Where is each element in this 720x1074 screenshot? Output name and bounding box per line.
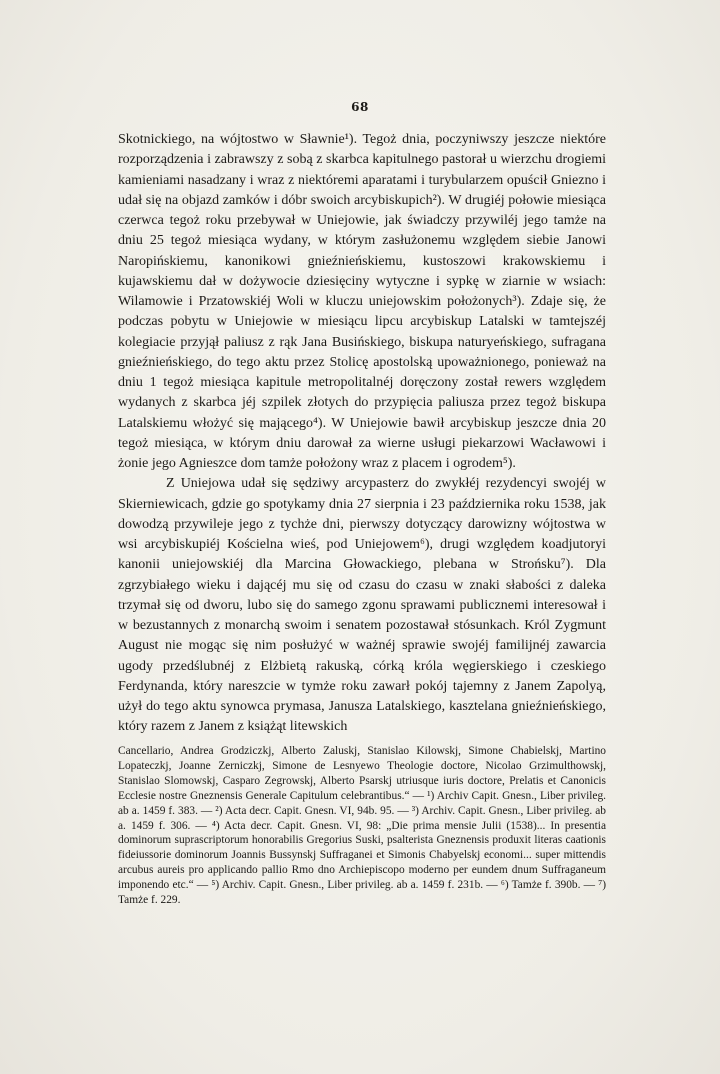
paragraph-2: Z Uniejowa udał się sędziwy arcypasterz do zwykłéj rezydencyi swojéj w Skierniewicach, gdzie go spotykamy dnia 27 sierpnia i 23 października roku 1538, jak dowodzą przywileje jego z tychże dni, pierwszy dotyczący darowizny wójtostwa w wsi arcybiskupiéj Kościelna wieś, pod Uniejowem⁶), drugi względem koadjutoryi kanonii uniejowskiéj dla Marcina Głowackiego, plebana w Strońsku⁷). Dla zgrzybiałego wieku i dającéj mu się od czasu do czasu w znaki słabości z daleka trzymał się od dworu, lubo się do samego zgonu sprawami publicznemi interesował i w bezustannych z monarchą swoim i senatem pozostawał stósunkach. Król Zygmunt August nie mogąc się nim posłużyć w ważnéj sprawie swojéj familijnéj zawarcia ugody przedślubnéj z Elżbietą rakuską, córką króla węgierskiego i czeskiego Ferdynanda, który nareszcie w tymże roku zawarł pokój tajemny z Janem Zapolyą, użył do tego aktu synowca prymasa, Janusza Latalskiego, kasztelana gnieźnieńskiego, który razem z Janem z książąt litewskich	[118, 476, 606, 735]
page-number: 68	[351, 100, 369, 114]
footnotes	[118, 744, 606, 908]
footnote-text: Cancellario, Andrea Grodziczkj, Alberto Zaluskj, Stanislao Kilowskj, Simone Chabielskj, Martino Lopateczkj, Joanne Zerniczkj, Simone de Lesnyewo Theologie doctore, Nicolao Grzimulthowskj, Stanislao Slomowskj, Casparo Zegrowskj, Alberto Psarskj utriusque iuris doctore, Prelatis et Canonicis Ecclesie nostre Gneznensis Generale Capitulum celebrantibus.“ — ¹) Archiv Capit. Gnesn., Liber privileg. ab a. 1459 f. 383. — ²) Acta decr. Capit. Gnesn. VI, 94b. 95. — ³) Archiv. Capit. Gnesn., Liber privileg. ab a. 1459 f. 306. — ⁴) Acta decr. Capit. Gnesn. VI, 98: „Die prima mensie Julii (1538)... In presentia dominorum suprascriptorum honorabilis Gregorius Suski, psalterista Gneznensis produxit literas caationis fideiussorie dominorum Joannis Bussynskj Suffraganei et Simonis Chabyelskj economi... super mittendis arcubus aureis pro applicando pallio Rmo dno Archiepiscopo moderno per eundem dnum Suffraganeum imponendo etc.“ — ⁵) Archiv. Capit. Gnesn., Liber privileg. ab a. 1459 f. 231b. — ⁶) Tamże f. 390b. — ⁷) Tamże f. 229.	[118, 745, 606, 907]
paragraph-1: Skotnickiego, na wójtostwo w Sławnie¹). Tegoż dnia, poczyniwszy jeszcze niektóre rozporządzenia i zabrawszy z sobą z skarbca kapitulnego pastorał u wierzchu drogiemi kamieniami nasadzany i wraz z niektóremi aparatami i turybularzem opuścił Gniezno i udał się na objazd zamków i dóbr swoich arcybiskupich²). W drugiéj połowie miesiąca czerwca tegoż roku przebywał w Uniejowie, jak świadczy przywiléj jego tamże na dniu 25 tegoż miesiąca wydany, w którym zasłużonemu względem siebie Janowi Naropińskiemu, kanonikowi gnieźnieńskiemu, kustoszowi krakowskiemu i kujawskiemu dał w dożywocie dziesięciny wytyczne i sypkę w ziarnie w wsiach: Wilamowie i Przatowskiéj Woli w kluczu uniejowskim położonych³). Zdaje się, że podczas pobytu w Uniejowie w miesiącu lipcu arcybiskup Latalski w tamtejszéj kolegiacie przyjął paliusz z rąk Jana Busińskiego, biskupa naturyeńskiego, sufragana gnieźnieńskiego, do tego aktu przez Stolicę apostolską upoważnionego, ponieważ na dniu 1 tegoż miesiąca kapitule metropolitalnéj doręczony został rewers względem wydanych z skarbca jéj szpilek złotych do przypięcia paliusza przez tegoż biskupa Latalskiemu włożyć się mającego⁴). W Uniejowie bawił arcybiskup jeszcze dnia 20 tegoż miesiąca, w którym dniu darował za wierne usługi piekarzowi Wacławowi i żonie jego Agnieszce dom tamże położony wraz z placem i ogrodem⁵).	[118, 132, 606, 471]
main-text	[118, 130, 606, 738]
